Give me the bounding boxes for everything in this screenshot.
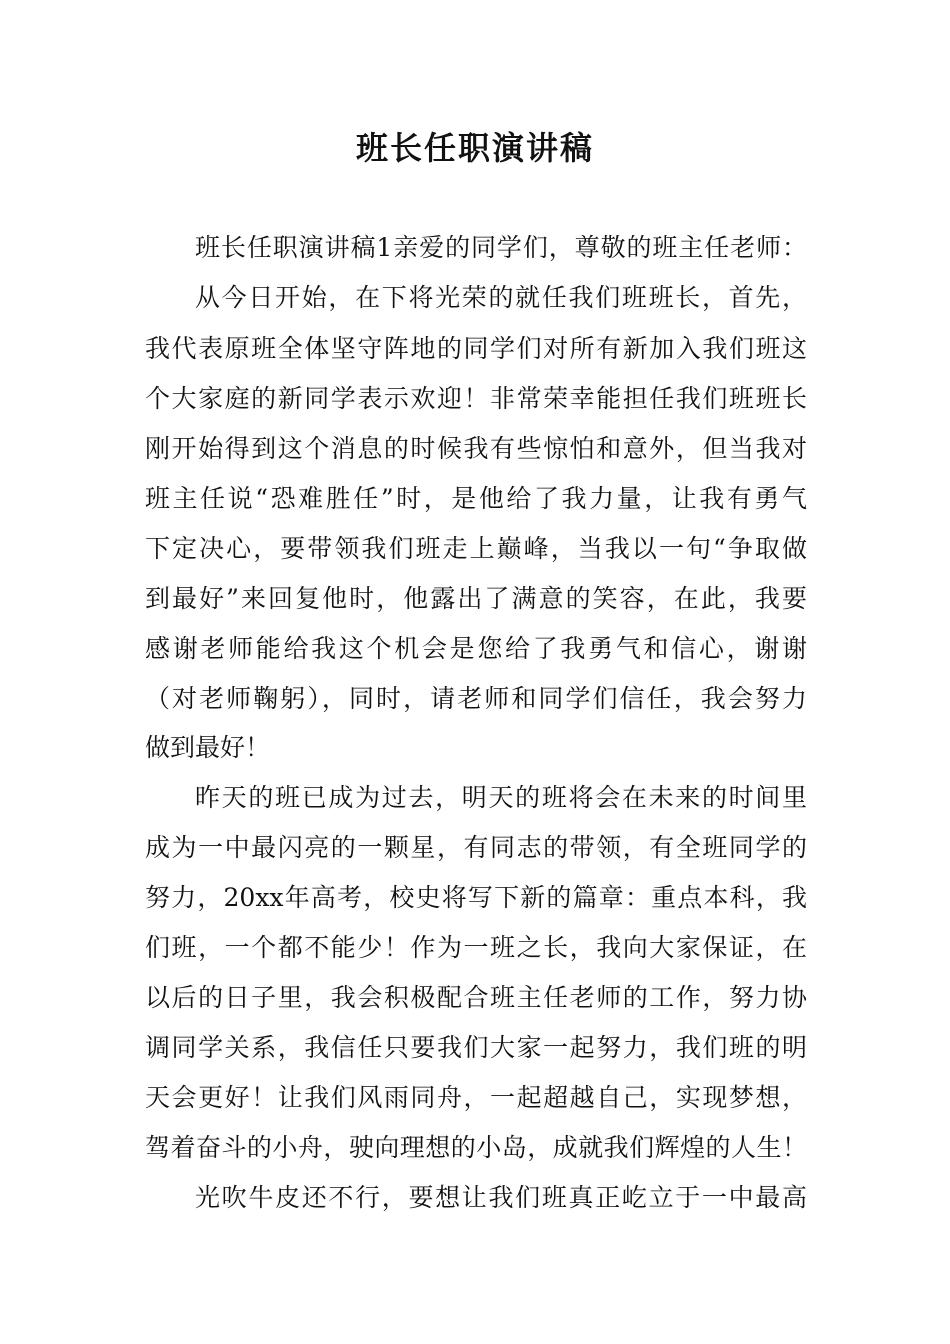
paragraph-line: 从今日开始，在下将光荣的就任我们班班长，首先，: [195, 283, 807, 312]
paragraph-line: 班主任说“恐难胜任”时，是他给了我力量，让我有勇气: [145, 484, 807, 513]
paragraph-line: 做到最好！: [145, 733, 271, 762]
paragraph-line: 到最好”来回复他时，他露出了满意的笑容，在此，我要: [145, 584, 807, 613]
paragraph-line: （对老师鞠躬），同时，请老师和同学们信任，我会努力: [145, 684, 807, 713]
paragraph-line: 们班，一个都不能少！作为一班之长，我向大家保证，在: [145, 933, 807, 962]
paragraph-line: 刚开始得到这个消息的时候我有些惊怕和意外，但当我对: [145, 434, 807, 463]
paragraph-line: 天会更好！让我们风雨同舟，一起超越自己，实现梦想，: [145, 1083, 807, 1112]
document-title: 班长任职演讲稿: [355, 129, 594, 167]
paragraph-line: 个大家庭的新同学表示欢迎！非常荣幸能担任我们班班长: [145, 384, 807, 413]
paragraph-line: 调同学关系，我信任只要我们大家一起努力，我们班的明: [145, 1033, 807, 1062]
paragraph-line: 我代表原班全体坚守阵地的同学们对所有新加入我们班这: [145, 334, 807, 363]
paragraph-line: 感谢老师能给我这个机会是您给了我勇气和信心，谢谢: [145, 634, 807, 663]
paragraph-line: 驾着奋斗的小舟，驶向理想的小岛，成就我们辉煌的人生！: [145, 1133, 807, 1162]
paragraph-line: 光吹牛皮还不行，要想让我们班真正屹立于一中最高: [195, 1183, 807, 1212]
paragraph-line: 下定决心，要带领我们班走上巅峰，当我以一句“争取做: [145, 534, 807, 563]
paragraph-line: 成为一中最闪亮的一颗星，有同志的带领，有全班同学的: [145, 833, 807, 862]
paragraph-line: 努力，20xx年高考，校史将写下新的篇章：重点本科，我: [145, 883, 807, 912]
paragraph-line: 班长任职演讲稿1亲爱的同学们，尊敬的班主任老师：: [195, 233, 807, 262]
paragraph-line: 以后的日子里，我会积极配合班主任老师的工作，努力协: [145, 983, 807, 1012]
paragraph-line: 昨天的班已成为过去，明天的班将会在未来的时间里: [195, 783, 807, 812]
